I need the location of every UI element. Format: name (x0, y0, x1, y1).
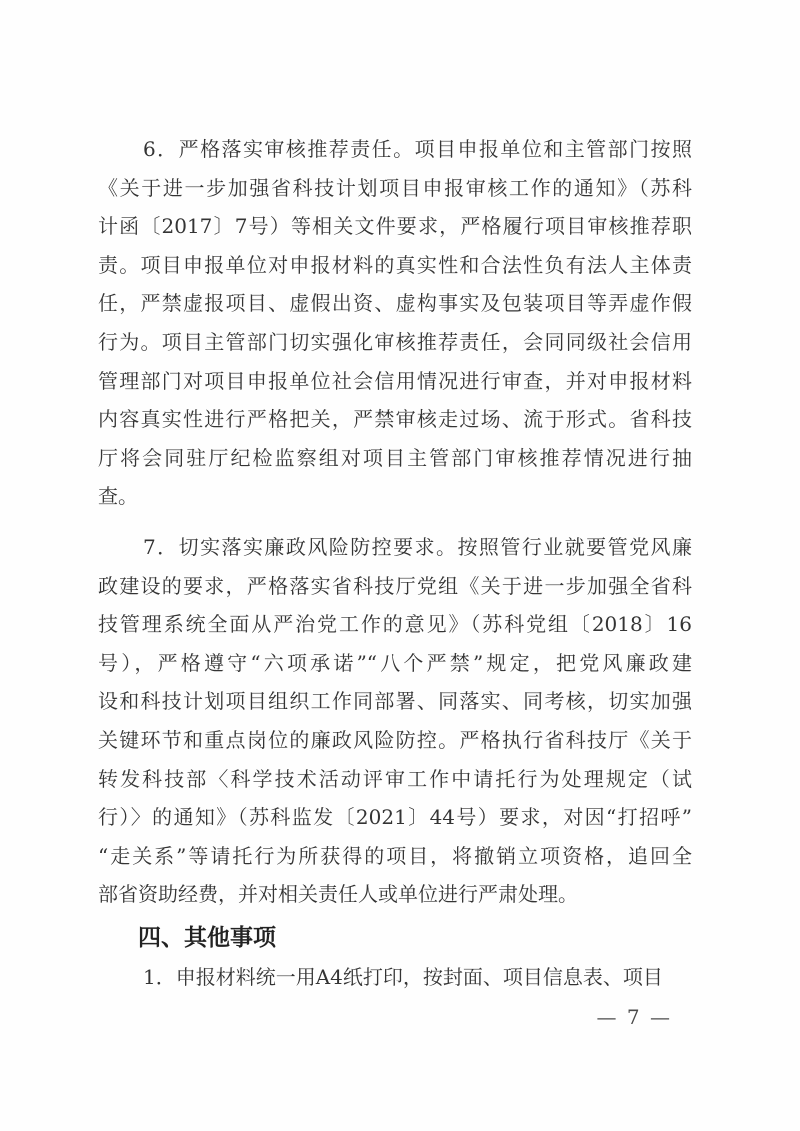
paragraph-6 (98, 130, 692, 516)
text-line: 转发科技部〈科学技术活动评审工作中请托行为处理规定（试 (98, 766, 692, 791)
text-line: 查。 (98, 484, 138, 509)
text-line: 内容真实性进行严格把关，严禁审核走过场、流于形式。省科技 (98, 407, 692, 432)
text-line: 号），严格遵守“六项承诺”“八个严禁”规定，把党风廉政建 (98, 650, 692, 675)
text-line: 责。项目申报单位对申报材料的真实性和合法性负有法人主体责 (98, 252, 692, 277)
text-line: 6．严格落实审核推荐责任。项目申报单位和主管部门按照 (143, 137, 692, 161)
text-line: 管理部门对项目申报单位社会信用情况进行审查，并对申报材料 (98, 368, 692, 393)
text-line: 厅将会同驻厅纪检监察组对项目主管部门审核推荐情况进行抽 (98, 445, 692, 470)
text-line: 技管理系统全面从严治党工作的意见》（苏科党组〔2018〕16 (98, 612, 692, 637)
text-line: 《关于进一步加强省科技计划项目申报审核工作的通知》（苏科 (98, 175, 692, 200)
paragraph-7 (98, 528, 692, 914)
text-line: “走关系”等请托行为所获得的项目，将撤销立项资格，追回全 (98, 843, 692, 868)
text-line: 关键环节和重点岗位的廉政风险防控。严格执行省科技厅《关于 (98, 727, 692, 752)
text-line: 7．切实落实廉政风险防控要求。按照管行业就要管党风廉 (143, 535, 692, 559)
text-line: 行为。项目主管部门切实强化审核推荐责任，会同同级社会信用 (98, 329, 692, 354)
text-line: 行）〉的通知》（苏科监发〔2021〕44号）要求，对因“打招呼” (98, 805, 692, 830)
text-line: 部省资助经费，并对相关责任人或单位进行严肃处理。 (98, 882, 578, 907)
paragraph-other-1 (98, 958, 692, 997)
text-line: 政建设的要求，严格落实省科技厅党组《关于进一步加强全省科 (98, 573, 692, 598)
text-line: 设和科技计划项目组织工作同部署、同落实、同考核，切实加强 (98, 689, 692, 714)
page-number: — 7 — (596, 1005, 672, 1029)
section-heading: 四、其他事项 (138, 924, 276, 950)
text-line: 1．申报材料统一用A4纸打印，按封面、项目信息表、项目 (143, 965, 663, 989)
text-line: 任，严禁虚报项目、虚假出资、虚构事实及包装项目等弄虚作假 (98, 291, 692, 316)
text-line: 计函〔2017〕7号）等相关文件要求，严格履行项目审核推荐职 (98, 214, 692, 239)
